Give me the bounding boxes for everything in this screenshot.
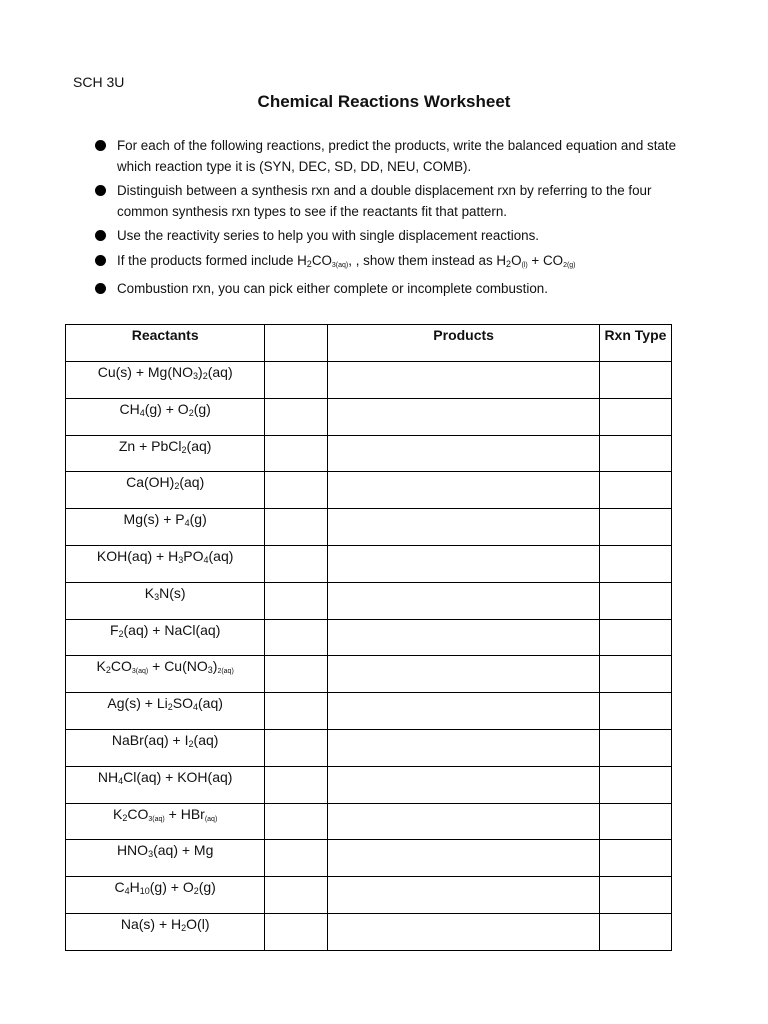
products-cell[interactable] [328,766,599,803]
blank-cell[interactable] [265,619,328,656]
table-row [66,509,672,546]
rxn-type-cell[interactable] [599,619,671,656]
products-cell[interactable] [328,435,599,472]
rxn-type-cell[interactable] [599,840,671,877]
products-cell[interactable] [328,803,599,840]
rxn-type-cell[interactable] [599,877,671,914]
reactants-cell: $Na(s) + H_2O(l)$ [66,913,265,950]
rxn-type-cell[interactable] [599,545,671,582]
instruction-item: Combustion rxn, you can pick either complete or incomplete combustion. [95,278,705,299]
rxn-type-cell[interactable] [599,472,671,509]
table-row [66,398,672,435]
worksheet-title: Chemical Reactions Worksheet [257,92,511,111]
bullet-dot-icon [95,283,106,294]
table-row [66,619,672,656]
blank-header [265,325,328,362]
reactants-cell: Zn + PbCl$_2$(aq) [66,435,265,472]
blank-cell[interactable] [265,693,328,730]
reactants-cell: $HNO_3(aq) + Mg$ [66,840,265,877]
instruction-item: If the products formed include $H_2CO_{3(aq)}$, , show them instead as $H_2O_{(l)} + CO_{2(g)}$ [95,250,705,271]
table-row [66,362,672,399]
blank-cell[interactable] [265,509,328,546]
rxn-type-header: Rxn Type [599,325,671,362]
reactants-cell: $K_2CO_{3(aq)} + HBr_{(aq)}$ [66,803,265,840]
reactants-cell: $KOH(aq) + H_3PO_4(aq)$ [66,545,265,582]
products-cell[interactable] [328,545,599,582]
table-row [66,803,672,840]
bullet-dot-icon [95,185,106,196]
reactants-cell: $CH_4(g) + O_2(g)$ [66,398,265,435]
products-cell[interactable] [328,840,599,877]
bullet-dot-icon [95,230,106,241]
table-row [66,545,672,582]
rxn-type-cell[interactable] [599,582,671,619]
table-row [66,877,672,914]
reactants-cell: $F_2(aq)$ + NaCl(aq) [66,619,265,656]
instruction-item: Distinguish between a synthesis rxn and a double displacement rxn by referring to the four common synthesis rxn types to see if the reactants fit that pattern. [95,180,705,222]
instructions-list [95,135,705,302]
reactants-cell: $K_2CO_{3(aq)} + Cu(NO_3)_{2(aq)}$ [66,656,265,693]
products-cell[interactable] [328,582,599,619]
blank-cell[interactable] [265,803,328,840]
table-row [66,766,672,803]
instruction-item: Use the reactivity series to help you with single displacement reactions. [95,225,705,246]
products-cell[interactable] [328,362,599,399]
products-cell[interactable] [328,398,599,435]
table-row [66,729,672,766]
blank-cell[interactable] [265,545,328,582]
reactants-header: Reactants [66,325,265,362]
table-header-row [66,325,672,362]
blank-cell[interactable] [265,435,328,472]
table-row [66,693,672,730]
rxn-type-cell[interactable] [599,766,671,803]
bullet-dot-icon [95,255,106,266]
blank-cell[interactable] [265,877,328,914]
products-cell[interactable] [328,656,599,693]
blank-cell[interactable] [265,362,328,399]
instruction-item: For each of the following reactions, predict the products, write the balanced equation and state which reaction type it is (SYN, DEC, SD, DD, NEU, COMB). [95,135,705,177]
products-header: Products [328,325,599,362]
blank-cell[interactable] [265,729,328,766]
rxn-type-cell[interactable] [599,803,671,840]
reactants-cell: NaBr(aq) + $I_2(aq)$ [66,729,265,766]
blank-cell[interactable] [265,840,328,877]
blank-cell[interactable] [265,582,328,619]
blank-cell[interactable] [265,472,328,509]
table-row [66,435,672,472]
reactions-table [65,324,672,951]
rxn-type-cell[interactable] [599,362,671,399]
reactants-cell: $Ag(s) + Li_2SO_4(aq)$ [66,693,265,730]
course-code: SCH 3U [73,74,125,90]
table-row [66,840,672,877]
products-cell[interactable] [328,693,599,730]
products-cell[interactable] [328,877,599,914]
rxn-type-cell[interactable] [599,398,671,435]
reactants-cell: $Mg(s) + P_4(g)$ [66,509,265,546]
products-cell[interactable] [328,472,599,509]
rxn-type-cell[interactable] [599,913,671,950]
bullet-dot-icon [95,140,106,151]
blank-cell[interactable] [265,766,328,803]
reactants-cell: $K_3N(s)$ [66,582,265,619]
blank-cell[interactable] [265,656,328,693]
products-cell[interactable] [328,729,599,766]
table-row [66,913,672,950]
table-row [66,472,672,509]
rxn-type-cell[interactable] [599,693,671,730]
rxn-type-cell[interactable] [599,509,671,546]
reactants-cell: $NH_4Cl(aq) + KOH(aq)$ [66,766,265,803]
table-row [66,656,672,693]
reactants-cell: $Cu(s) + Mg(NO_3)_2(aq)$ [66,362,265,399]
blank-cell[interactable] [265,913,328,950]
reactants-cell: $C_4H_{10}(g) + O_2(g)$ [66,877,265,914]
reactants-cell: $Ca(OH)_2(aq)$ [66,472,265,509]
blank-cell[interactable] [265,398,328,435]
rxn-type-cell[interactable] [599,656,671,693]
table-row [66,582,672,619]
products-cell[interactable] [328,619,599,656]
products-cell[interactable] [328,913,599,950]
products-cell[interactable] [328,509,599,546]
rxn-type-cell[interactable] [599,435,671,472]
rxn-type-cell[interactable] [599,729,671,766]
